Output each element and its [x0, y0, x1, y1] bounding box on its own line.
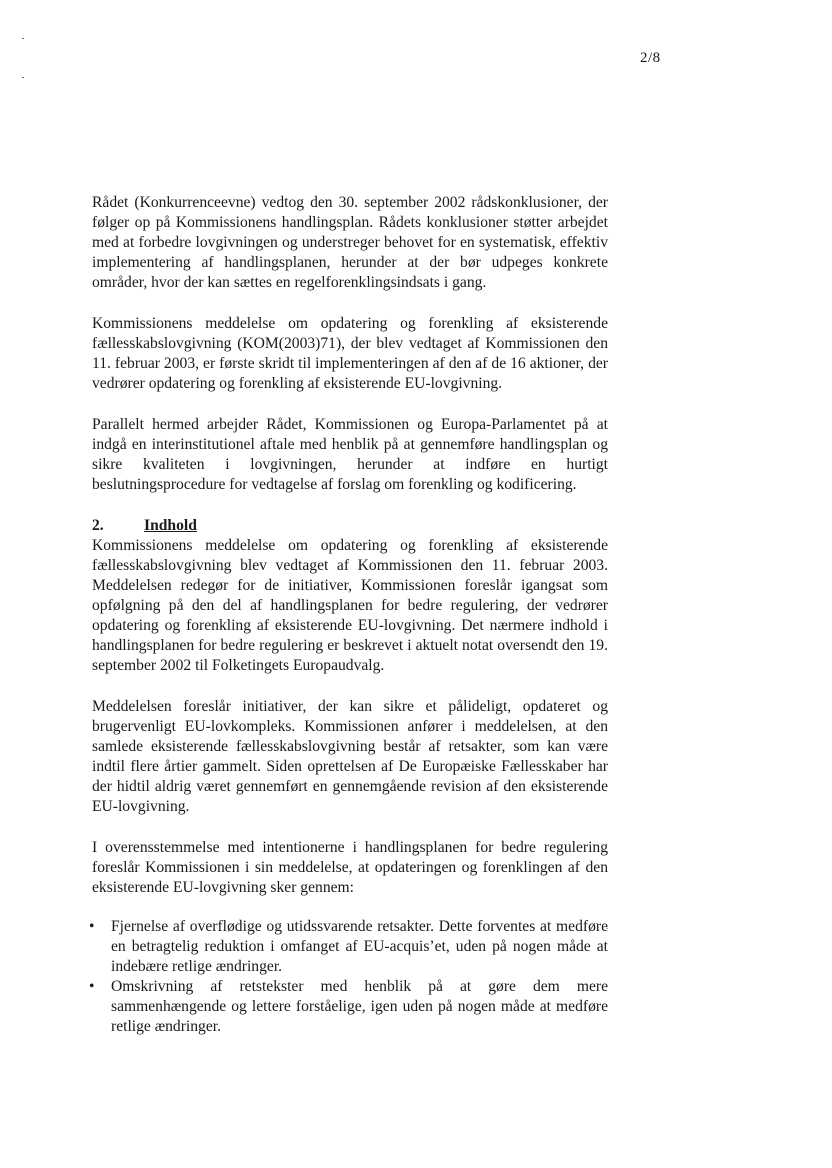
section-paragraph: I overensstemmelse med intentionerne i handlingsplanen for bedre regulering foreslår Kommissionen i sin meddelelse, at opdateringen og forenklingen af den eksisterende EU-lovgivning sker gennem:	[92, 839, 608, 896]
scan-mark	[22, 38, 24, 39]
bullet-icon: •	[89, 918, 95, 935]
section-paragraph: Meddelelsen foreslår initiativer, der kan sikre et pålideligt, opdateret og brugervenligt EU-lovkompleks. Kommissionen anfører i meddelelsen, at den samlede eksisterende fællesskabslovgivning består af retsakter, som kan være indtil flere årtier gammelt. Siden oprettelsen af De Europæiske Fællesskaber har der hidtil aldrig været gennemført en gennemgående revision af den eksisterende EU-lovgivning.	[92, 698, 608, 815]
section-title: Indhold	[144, 517, 197, 534]
list-item-text: Fjernelse af overflødige og utidssvarende retsakter. Dette forventes at medføre en betragtelig reduktion i omfanget af EU-acquis’et, uden på nogen måde at indebære retlige ændringer.	[111, 918, 608, 975]
bullet-list	[89, 917, 608, 1037]
section-number: 2.	[92, 517, 104, 534]
section-heading	[92, 516, 608, 536]
paragraph-interinstitutional-agreement: Parallelt hermed arbejder Rådet, Kommissionen og Europa-Parlamentet på at indgå en interinstitutionel aftale med henblik på at gennemføre handlingsplan og sikre kvaliteten i lovgivningen, herunder at indføre en hurtigt beslutningsprocedure for vedtagelse af forslag om forenkling og kodificering.	[92, 416, 608, 493]
section-paragraph: Kommissionens meddelelse om opdatering og forenkling af eksisterende fællesskabslovgivning blev vedtaget af Kommissionen den 11. februar 2003. Meddelelsen redegør for de initiativer, Kommissionen foreslår igangsat som opfølgning på den del af handlingsplanen for bedre regulering, der vedrører opdatering og forenkling af eksisterende EU-lovgivning. Det nærmere indhold i handlingsplanen for bedre regulering er beskrevet i aktuelt notat oversendt den 19. september 2002 til Folketingets Europaudvalg.	[92, 537, 608, 674]
list-item-text: Omskrivning af retstekster med henblik på at gøre dem mere sammenhængende og lettere forståelige, igen uden på nogen måde at medføre retlige ændringer.	[111, 978, 608, 1035]
bullet-icon: •	[89, 978, 95, 995]
list-item	[89, 977, 608, 1037]
scan-mark	[22, 77, 24, 78]
list-item	[89, 917, 608, 977]
paragraph-commission-communication: Kommissionens meddelelse om opdatering og forenkling af eksisterende fællesskabslovgivning (KOM(2003)71), der blev vedtaget af Kommissionen den 11. februar 2003, er første skridt til implementeringen af den af de 16 aktioner, der vedrører opdatering og forenkling af eksisterende EU-lovgivning.	[92, 315, 608, 392]
page-number: 2/8	[640, 50, 661, 66]
document-body	[89, 193, 608, 1037]
paragraph-council-conclusions: Rådet (Konkurrenceevne) vedtog den 30. september 2002 rådskonklusioner, der følger op på Kommissionens handlingsplan. Rådets konklusioner støtter arbejdet med at forbedre lovgivningen og understreger behovet for en systematisk, effektiv implementering af handlingsplanen, herunder at der bør udpeges konkrete områder, hvor der kan sættes en regelforenklingsindsats i gang.	[92, 194, 608, 291]
